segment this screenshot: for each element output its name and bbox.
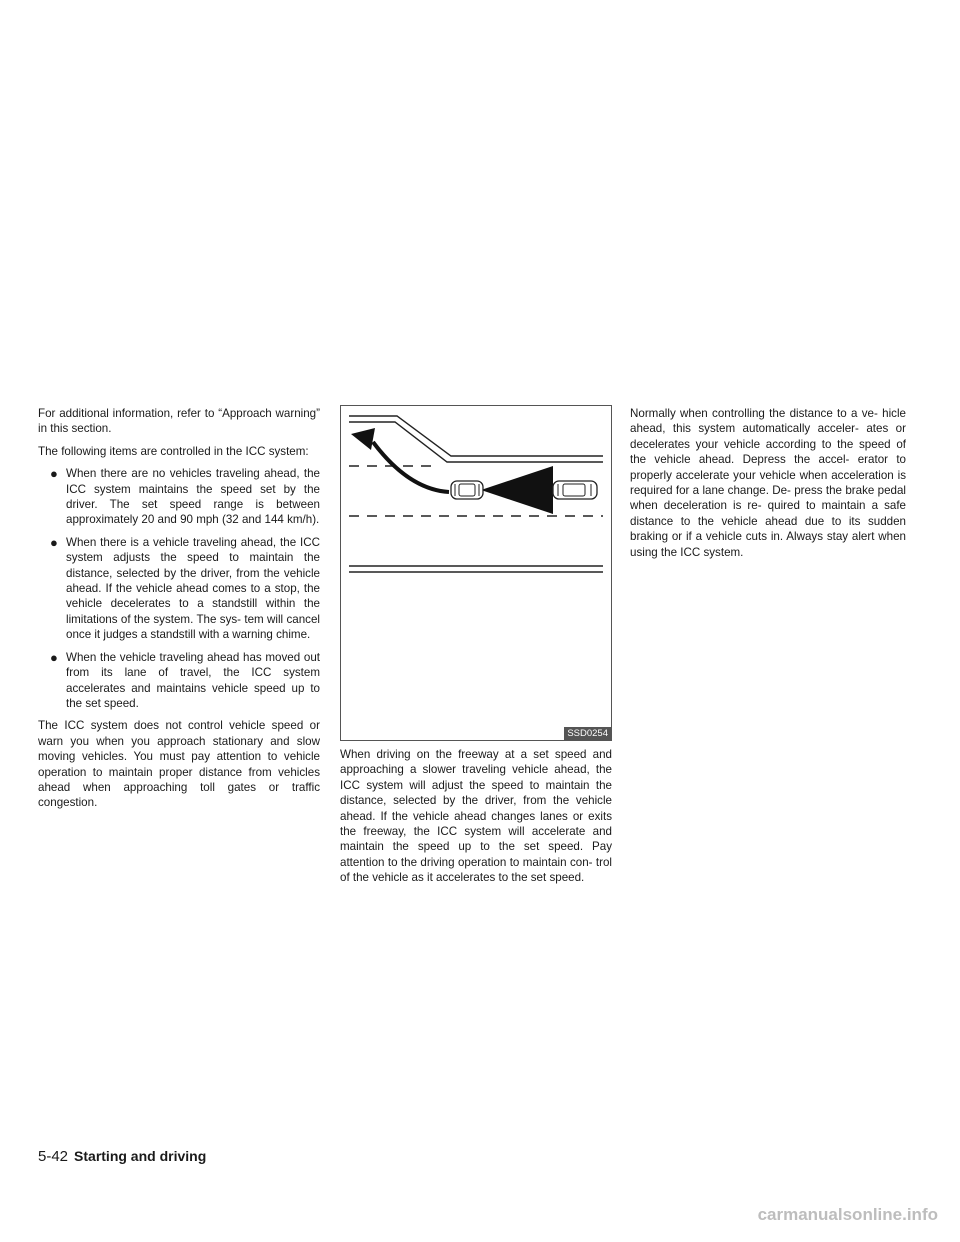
paragraph-icc-limitations: The ICC system does not control vehicle speed or warn you when you approach stationary and slow moving vehicles. You must pay attention to vehicle operation to maintain proper distance from vehicles ahead when approaching toll gates or traffic congestion. xyxy=(38,719,320,810)
paragraph-distance-control: Normally when controlling the distance to a ve- hicle ahead, this system automatically acceler- ates or decelerates your vehicle according to the speed of the vehicle ahead. Depress the accel- erator to properly accelerate your vehicle when acceleration is required for a lane change. De- press the brake pedal when deceleration is re- quired to maintain a safe distance to the vehicle ahead due to its sudden braking or if a vehicle cuts in. Always stay alert when using the ICC system. xyxy=(630,407,906,559)
freeway-lane-change-diagram xyxy=(341,406,611,740)
lane-change-path xyxy=(373,442,449,492)
figure-label: SSD0254 xyxy=(564,727,611,740)
radar-beam xyxy=(481,466,553,514)
own-vehicle-icon xyxy=(451,481,483,499)
lane-change-arrowhead-icon xyxy=(351,428,375,450)
watermark: carmanualsonline.info xyxy=(757,1205,938,1224)
page-number: 5-42 xyxy=(38,1148,69,1165)
list-item: ● When there is a vehicle traveling ahead, the ICC system adjusts the speed to maintain the distance, selected by the driver, from the vehicle ahead. If the vehicle ahead comes to a stop, the vehicle decelerates to a standstill within the limitations of the system. The sys- tem will cancel once it judges a standstill with a warning chime. xyxy=(50,534,320,642)
paragraph-freeway-driving: When driving on the freeway at a set speed and approaching a slower traveling vehicle ahead, the ICC system will adjust the speed to maintain the distance, selected by the driver, from the vehicle ahead. If the vehicle ahead changes lanes or exits the freeway, the ICC system will accelerate and maintain the speed up to the set speed. Pay attention to the driving operation to maintain con- trol of the vehicle as it accelerates to the set speed. xyxy=(340,748,612,885)
page-footer xyxy=(38,1148,206,1165)
left-column xyxy=(38,406,320,818)
bullet-icon: ● xyxy=(50,534,58,550)
bullet-icon: ● xyxy=(50,649,58,665)
list-item: ● When there are no vehicles traveling ahead, the ICC system maintains the speed set by the driver. The set speed range is between approximately 20 and 90 mph (32 and 144 km/h). xyxy=(50,466,320,527)
right-column xyxy=(630,406,906,567)
paragraph-approach-warning: For additional information, refer to “Approach warning” in this section. xyxy=(38,407,320,436)
icc-diagram-figure xyxy=(340,405,612,741)
vehicle-ahead-icon xyxy=(553,481,597,499)
middle-column xyxy=(340,747,612,893)
paragraph-items-controlled: The following items are controlled in the ICC system: xyxy=(38,444,309,458)
list-item: ● When the vehicle traveling ahead has moved out from its lane of travel, the ICC system accelerates and maintains vehicle speed up to the set speed. xyxy=(50,649,320,710)
bullet-list xyxy=(38,466,320,711)
bullet-icon: ● xyxy=(50,466,58,482)
section-title: Starting and driving xyxy=(74,1148,207,1164)
